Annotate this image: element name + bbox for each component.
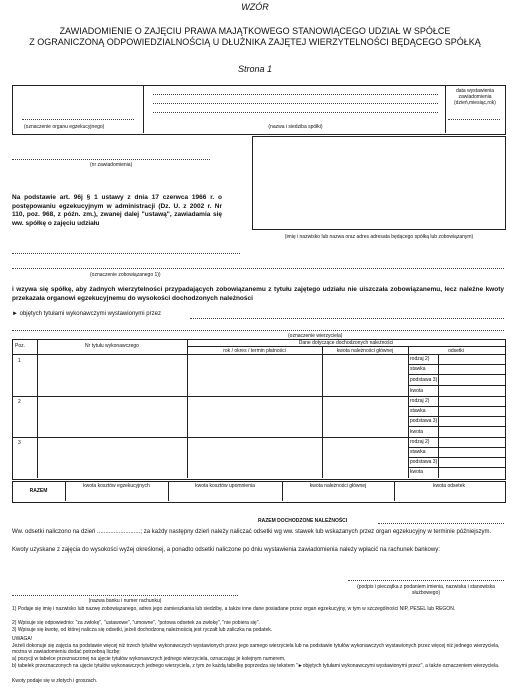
sub-stawka-3: stawka [410,449,426,455]
footnote-3: 3) Wpisuje się kwotę, od której nalicza się odsetki, jeżeli dochodzoną należnością jest ryczałt lub zaliczka na podatek. [12,627,273,633]
obligor-label: (oznaczenie zobowiązanego 1)) [90,272,161,278]
col-odsetki: odsetki [448,348,464,354]
date-label: data wystawienia zawiadomienia (dzień,miesiąc,rok) [454,88,496,106]
title-line-1: ZAWIADOMIENIE O ZAJĘCIU PRAWA MAJĄTKOWEGO STANOWIĄCEGO UDZIAŁ W SPÓŁCE [59,26,451,36]
uwaga-text-1: Jeżeli dokonuje się zajęcia na podstawie więcej niż trzech tytułów wykonawczych wystawionych przez jego samego wierzyciela lub na podstawie tytułów wykonawczych wystawionych przez więcej niż jednego wierzyciela, można w zawiadomieniu dodać potrzebną liczbę: [12,643,500,655]
call-text: i wzywa się spółkę, aby żadnych wierzytelności przypadających zobowiązanemu z tytułu zajętego udziału nie uiszczała zobowiązanemu, lecz należne kwoty przekazała organowi egzekucyjnemu do wysokości dochodzonych należności [12,286,504,302]
sub-kwota-1: kwota [410,388,424,394]
uwaga-label: UWAGA! [12,636,33,642]
creditor-label: (oznaczenie wierzyciela) [288,333,343,339]
sub-stawka-1: stawka [410,366,426,372]
titles-line: ► objętych tytułami wykonawczymi wystawionymi przez [12,311,161,317]
sub-rodzaj-2: rodzaj 2) [410,398,430,404]
dochodzone-label: RAZEM DOCHODZONE NALEŻNOŚCI [258,518,348,524]
spolka-label: (nazwa i siedziba spółki) [268,124,323,130]
razem-label: RAZEM [29,488,48,494]
col-poz: Poz. [15,343,26,349]
sub-podstawa-1: podstawa 3) [410,377,438,383]
razem-upomnienia: kwota kosztów upomnienia [195,483,255,489]
row-3-poz: 3 [18,440,21,446]
legal-basis-text: Na podstawie art. 96j § 1 ustawy z dnia 17 czerwca 1966 r. o postępowaniu egzekucyjnym w administracji (Dz. U. z 2002 r. Nr 110, poz. 968, z późn. zm.), zwanej dalej "ustawą", zawiadamia się ww. spółkę o zajęciu udziału [12,194,222,227]
sub-rodzaj-3: rodzaj 2) [410,439,430,445]
col-rok: rok / okres / termin płatności [223,348,286,354]
sub-podstawa-3: podstawa 3) [410,459,438,465]
razem-odsetek: kwota odsetek [433,483,465,489]
footnote-1: 1) Podaje się imię i nazwisko lub nazwę zobowiązanego, adres jego zamieszkania lub siedzibę, a także inne dane posiadane przez organ egzekucyjny, w tym w szczególności NIP, PESEL lub REGON. [12,606,456,612]
row-2-poz: 2 [18,399,21,405]
kwoty-line: Kwoty uzyskane z zajęcia do wysokości wyżej określonej, a ponadto odsetki naliczone po dniu wystawienia zawiadomienia należy wpłacić na rachunek bankowy: [12,547,440,553]
sub-kwota-2: kwota [410,429,424,435]
organ-label: (oznaczenie organu egzekucyjnego) [24,124,105,130]
odsetki-line: Ww. odsetki naliczono na dzień ..........................; za każdy następny dzień należy naliczać odsetki wg ww. stawek lub wskazanych przez organ egzekucyjny w terminie późniejszym. [12,529,492,535]
title-line-2: Z OGRANICZONĄ ODPOWIEDZIALNOŚCIĄ U DŁUŻNIKA ZAJĘTEJ WIERZYTELNOŚCI BĘDĄCEGO SPÓŁKĄ [29,37,481,47]
sub-kwota-3: kwota [410,469,424,475]
page-label: Strona 1 [237,64,273,74]
row-1-poz: 1 [18,358,21,364]
uwaga-text-4: Kwoty podaje się w złotych i groszach. [12,678,98,684]
razem-kosztow: kwota kosztów egzekucyjnych [83,483,150,489]
addressee-label: (imię i nazwisko lub nazwa oraz adres adresata będącego spółką lub zobowiązanym) [284,234,474,240]
sub-rodzaj-1: rodzaj 2) [410,356,430,362]
wzor-label: WZÓR [241,2,269,12]
podpis-label: (podpis i pieczątka z podaniem imienia, nazwiska i stanowiska służbowego) [357,584,495,596]
razem-glownej: kwota należności głównej [309,483,367,489]
col-kwota: kwota należności głównej [336,348,394,354]
nr-label: (nr zawiadomienia) [90,162,133,168]
group-header: Dane dotyczące dochodzonych należności [298,340,394,346]
uwaga-text-2: a) pozycji w tabelce przeznaczonej na ujęcie tytułów wykonawczych jednego wierzyciela, oznaczając je kolejnym numerem, [12,656,286,662]
footnote-2: 2) Wpisuje się odpowiednio: "za zwłokę", "ustawowe", "umowne", "potowa odsetek za zwłokę", "nie pobiera się". [12,620,260,626]
uwaga-text-3: b) tabelek przeznaczonych na ujęcie tytułów wykonawczych jednego wierzyciela, z tym że każdą tabelkę poprzedza się tekstem "►objętych tytułami wykonawczymi wystawionymi przez", a także oznaczeniem wierzyciela. [12,663,500,669]
bank-label: (nazwa banku i numer rachunku) [88,598,162,604]
col-nr: Nr tytułu wykonawczego [85,343,139,349]
addressee-box [252,136,506,230]
sub-podstawa-2: podstawa 3) [410,418,438,424]
sub-stawka-2: stawka [410,408,426,414]
